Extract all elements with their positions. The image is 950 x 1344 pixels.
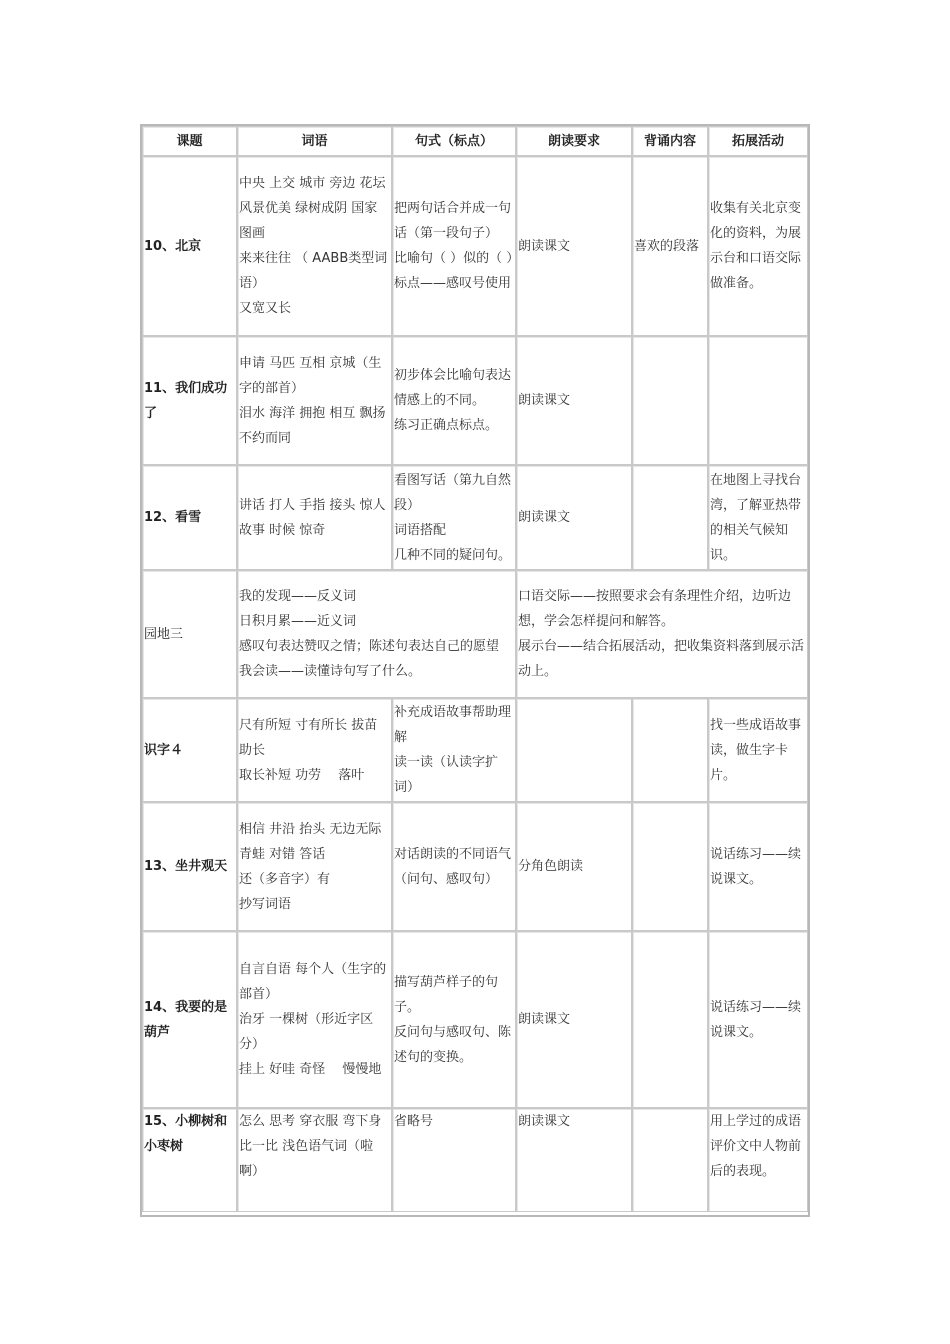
- word-line: 不约而同: [239, 430, 292, 446]
- word-line: 来来往往 （ AABB类型词语）: [239, 251, 388, 291]
- garden-line: 口语交际——按照要求会有条理性介绍，边听边想，学会怎样提问和解答。: [518, 589, 792, 629]
- word-line: 尺有所短 寸有所长 拔苗助长: [239, 717, 378, 758]
- header-lesson: 课题: [142, 126, 237, 156]
- word-line: 取长补短 功劳 落叶: [239, 767, 365, 783]
- header-words: 词语: [237, 126, 392, 156]
- word-line: 风景优美 绿树成阴 国家图画: [239, 201, 378, 241]
- garden-line: 我会读——读懂诗句写了什么。: [239, 664, 422, 679]
- table-row: [142, 570, 808, 698]
- garden-line: 我的发现——反义词: [239, 589, 357, 604]
- garden-left-cell: [237, 570, 516, 698]
- table-row: [142, 931, 808, 1108]
- word-line: 故事 时候 惊奇: [239, 522, 326, 538]
- table-row: [142, 802, 808, 931]
- word-line: 比一比 浅色语气词（啦 啊）: [239, 1139, 374, 1179]
- word-line: 又宽又长: [239, 301, 292, 316]
- sentence-cell: [392, 931, 516, 1108]
- word-line: 还（多音字）有 抄写词语: [239, 871, 383, 912]
- words-cell: [237, 802, 392, 931]
- reading-cell: 朗读课文: [516, 465, 632, 570]
- table-row: [142, 156, 808, 336]
- sentence-line: 对话朗读的不同语气（问句、感叹句）: [394, 846, 512, 887]
- reading-cell: 朗读课文: [516, 931, 632, 1108]
- lesson-title: 13、坐井观天: [142, 802, 237, 931]
- lesson-title: 15、小柳树和小枣树: [142, 1108, 237, 1212]
- sentence-line: 词语搭配: [394, 522, 447, 538]
- word-line: 自言自语 每个人（生字的部首）: [239, 962, 387, 1002]
- word-line: 怎么 思考 穿衣服 弯下身: [239, 1114, 382, 1129]
- header-activity: 拓展活动: [708, 126, 808, 156]
- activity-line: 说话练习——续说课文。: [710, 846, 802, 887]
- activity-cell: [708, 465, 808, 570]
- word-line: 中央 上交 城市 旁边 花坛: [239, 176, 386, 191]
- sentence-cell: [392, 698, 516, 802]
- sentence-cell: [392, 465, 516, 570]
- garden-line: 展示台——结合拓展活动，把收集资料落到展示活动上。: [518, 639, 805, 679]
- activity-cell: [708, 802, 808, 931]
- reading-cell: 朗读课文: [516, 1108, 632, 1212]
- sentence-line: 标点——感叹号使用: [394, 276, 512, 291]
- lesson-title: 园地三: [142, 570, 237, 698]
- recite-cell: [632, 1108, 708, 1212]
- activity-cell: [708, 156, 808, 336]
- sentence-line: 读一读（认读字扩词）: [394, 755, 499, 795]
- words-cell: [237, 336, 392, 465]
- words-cell: [237, 931, 392, 1108]
- header-sentence: 句式（标点）: [392, 126, 516, 156]
- sentence-line: 反问句与感叹句、陈述句的变换。: [394, 1024, 512, 1065]
- sentence-line: 练习正确点标点。: [394, 418, 499, 433]
- garden-line: 感叹句表达赞叹之情；陈述句表达自己的愿望: [239, 639, 500, 654]
- activity-cell: [708, 698, 808, 802]
- word-line: 泪水 海洋 拥抱 相互 飘扬: [239, 405, 386, 421]
- table-row: [142, 1108, 808, 1212]
- lesson-title: 11、我们成功了: [142, 336, 237, 465]
- header-row: [142, 126, 808, 156]
- word-line: 挂上 好哇 奇怪 慢慢地: [239, 1062, 382, 1077]
- recite-cell: [632, 931, 708, 1108]
- sentence-cell: [392, 1108, 516, 1212]
- activity-line: 找一些成语故事读，做生字卡片。: [710, 717, 802, 783]
- reading-cell: [516, 698, 632, 802]
- word-line: 青蛙 对错 答话: [239, 846, 326, 862]
- activity-line: 说话练习——续说课文。: [710, 999, 802, 1040]
- lesson-title: 识字４: [142, 698, 237, 802]
- header-recite: 背诵内容: [632, 126, 708, 156]
- lesson-title: 14、我要的是葫芦: [142, 931, 237, 1108]
- reading-cell: 朗读课文: [516, 156, 632, 336]
- reading-cell: 朗读课文: [516, 336, 632, 465]
- lesson-plan-table: [142, 126, 808, 1212]
- sentence-line: 补充成语故事帮助理解: [394, 705, 512, 745]
- garden-right-cell: [516, 570, 808, 698]
- recite-cell: 喜欢的段落: [632, 156, 708, 336]
- activity-line: 用上学过的成语评价文中人物前后的表现。: [710, 1114, 802, 1179]
- garden-line: 日积月累——近义词: [239, 614, 357, 629]
- lesson-title: 10、北京: [142, 156, 237, 336]
- word-line: 申请 马匹 互相 京城（生字的部首）: [239, 355, 382, 396]
- sentence-line: 看图写话（第九自然段）: [394, 472, 512, 513]
- activity-cell: [708, 1108, 808, 1212]
- sentence-line: 初步体会比喻句表达情感上的不同。: [394, 368, 512, 408]
- activity-cell: [708, 336, 808, 465]
- words-cell: [237, 698, 392, 802]
- word-line: 治牙 一棵树（形近字区分）: [239, 1012, 374, 1052]
- words-cell: [237, 465, 392, 570]
- table-row: [142, 465, 808, 570]
- lesson-title: 12、看雪: [142, 465, 237, 570]
- recite-cell: [632, 802, 708, 931]
- lesson-plan-table-frame: [140, 124, 810, 1217]
- activity-cell: [708, 931, 808, 1108]
- sentence-line: 几种不同的疑问句。: [394, 547, 512, 563]
- table-row: [142, 336, 808, 465]
- sentence-cell: [392, 802, 516, 931]
- header-reading: 朗读要求: [516, 126, 632, 156]
- sentence-line: 描写葫芦样子的句子。: [394, 974, 499, 1015]
- table-row: [142, 698, 808, 802]
- recite-cell: [632, 336, 708, 465]
- word-line: 讲话 打人 手指 接头 惊人: [239, 497, 386, 513]
- word-line: 相信 井沿 抬头 无边无际: [239, 821, 382, 837]
- recite-cell: [632, 698, 708, 802]
- words-cell: [237, 1108, 392, 1212]
- reading-cell: 分角色朗读: [516, 802, 632, 931]
- sentence-line: 省略号: [394, 1114, 434, 1129]
- activity-line: 在地图上寻找台湾，了解亚热带的相关气候知识。: [710, 472, 802, 563]
- sentence-line: 比喻句（ ）似的（ ）: [394, 251, 520, 266]
- sentence-line: 把两句话合并成一句话（第一段句子）: [394, 201, 512, 241]
- activity-line: 收集有关北京变化的资料，为展示台和口语交际做准备。: [710, 201, 802, 291]
- sentence-cell: [392, 336, 516, 465]
- words-cell: [237, 156, 392, 336]
- recite-cell: [632, 465, 708, 570]
- sentence-cell: [392, 156, 520, 336]
